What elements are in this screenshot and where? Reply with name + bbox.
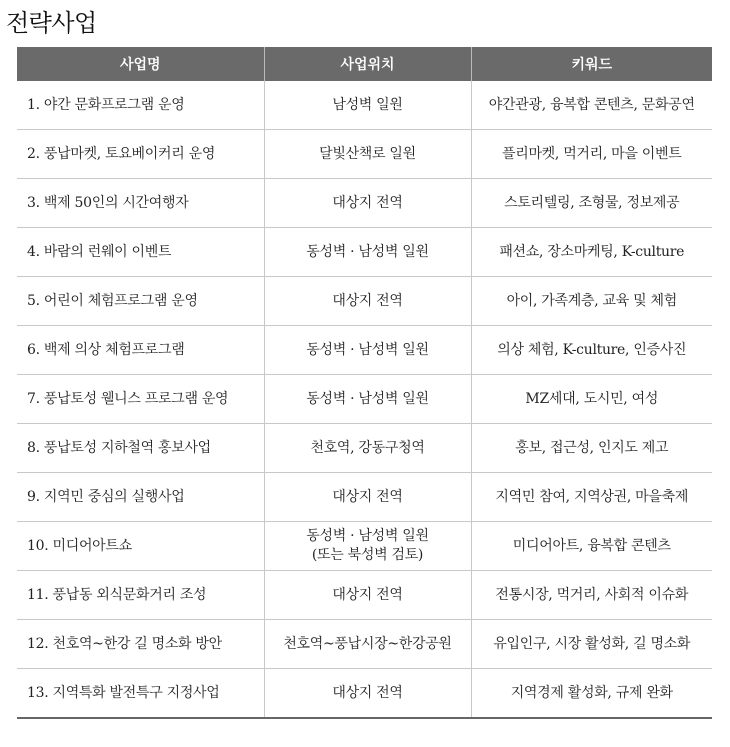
project-name: 11. 풍납동 외식문화거리 조성	[17, 571, 264, 620]
location-line: 대상지 전역	[332, 586, 403, 603]
project-keywords: MZ세대, 도시민, 여성	[471, 375, 712, 424]
project-name: 8. 풍납토성 지하철역 홍보사업	[17, 424, 264, 473]
project-keywords: 홍보, 접근성, 인지도 제고	[471, 424, 712, 473]
project-name: 12. 천호역~한강 길 명소화 방안	[17, 620, 264, 669]
project-keywords: 플리마켓, 먹거리, 마을 이벤트	[471, 130, 712, 179]
project-keywords: 전통시장, 먹거리, 사회적 이슈화	[471, 571, 712, 620]
project-location	[264, 277, 471, 326]
project-location	[264, 81, 471, 130]
project-keywords: 스토리텔링, 조형물, 정보제공	[471, 179, 712, 228]
project-name: 5. 어린이 체험프로그램 운영	[17, 277, 264, 326]
project-name: 6. 백제 의상 체험프로그램	[17, 326, 264, 375]
table-row	[17, 571, 712, 620]
page-title: 전략사업	[6, 9, 97, 37]
project-location	[264, 669, 471, 719]
project-name: 7. 풍납토성 웰니스 프로그램 운영	[17, 375, 264, 424]
location-line: 동성벽 · 남성벽 일원	[306, 341, 429, 358]
location-line: 동성벽 · 남성벽 일원	[306, 243, 429, 260]
location-line: 대상지 전역	[332, 194, 403, 211]
project-keywords: 지역경제 활성화, 규제 완화	[510, 684, 673, 701]
location-line: 대상지 전역	[332, 488, 403, 505]
project-location	[264, 522, 471, 571]
table-row	[17, 326, 712, 375]
table-row	[17, 81, 712, 130]
location-line: 달빛산책로 일원	[319, 145, 416, 162]
project-keywords: 지역민 참여, 지역상권, 마을축제	[471, 473, 712, 522]
location-line: 동성벽 · 남성벽 일원	[306, 390, 429, 407]
header-location: 사업위치	[264, 47, 471, 81]
project-keywords: 의상 체험, K-culture, 인증사진	[471, 326, 712, 375]
location-line: 천호역, 강동구청역	[310, 439, 425, 456]
project-location	[264, 326, 471, 375]
table-row	[17, 130, 712, 179]
project-keywords: 유입인구, 시장 활성화, 길 명소화	[471, 620, 712, 669]
table-row	[17, 228, 712, 277]
project-name: 1. 야간 문화프로그램 운영	[17, 81, 264, 130]
project-location	[264, 424, 471, 473]
table-row	[17, 620, 712, 669]
project-location	[264, 179, 471, 228]
project-location	[264, 375, 471, 424]
project-keywords: 아이, 가족계층, 교육 및 체험	[471, 277, 712, 326]
location-line: 천호역~풍납시장~한강공원	[283, 635, 452, 652]
table-row	[17, 277, 712, 326]
project-name: 9. 지역민 중심의 실행사업	[17, 473, 264, 522]
header-keywords: 키워드	[471, 47, 712, 81]
location-line: 동성벽 · 남성벽 일원	[306, 528, 429, 544]
strategy-table	[17, 47, 712, 719]
location-line: 남성벽 일원	[332, 96, 403, 113]
table-row	[17, 473, 712, 522]
location-line: 대상지 전역	[332, 292, 403, 309]
table-row	[17, 375, 712, 424]
project-name: 3. 백제 50인의 시간여행자	[17, 179, 264, 228]
project-name: 2. 풍납마켓, 토요베이커리 운영	[17, 130, 264, 179]
project-location	[264, 228, 471, 277]
location-note: (또는 북성벽 검토)	[311, 547, 424, 563]
project-name: 4. 바람의 런웨이 이벤트	[17, 228, 264, 277]
location-line: 대상지 전역	[332, 684, 403, 701]
project-keywords: 야간관광, 융복합 콘텐츠, 문화공연	[471, 81, 712, 130]
project-name: 13. 지역특화 발전특구 지정사업	[17, 669, 264, 719]
project-location	[264, 620, 471, 669]
table-row	[17, 669, 712, 719]
table-header-row	[17, 47, 712, 81]
table-row	[17, 424, 712, 473]
project-keywords: 미디어아트, 융복합 콘텐츠	[471, 522, 712, 571]
project-location	[264, 571, 471, 620]
project-keywords: 패션쇼, 장소마케팅, K-culture	[471, 228, 712, 277]
header-project-name: 사업명	[17, 47, 264, 81]
project-name: 10. 미디어아트쇼	[17, 522, 264, 571]
table-row	[17, 522, 712, 571]
project-location	[264, 130, 471, 179]
table-row	[17, 179, 712, 228]
project-location	[264, 473, 471, 522]
